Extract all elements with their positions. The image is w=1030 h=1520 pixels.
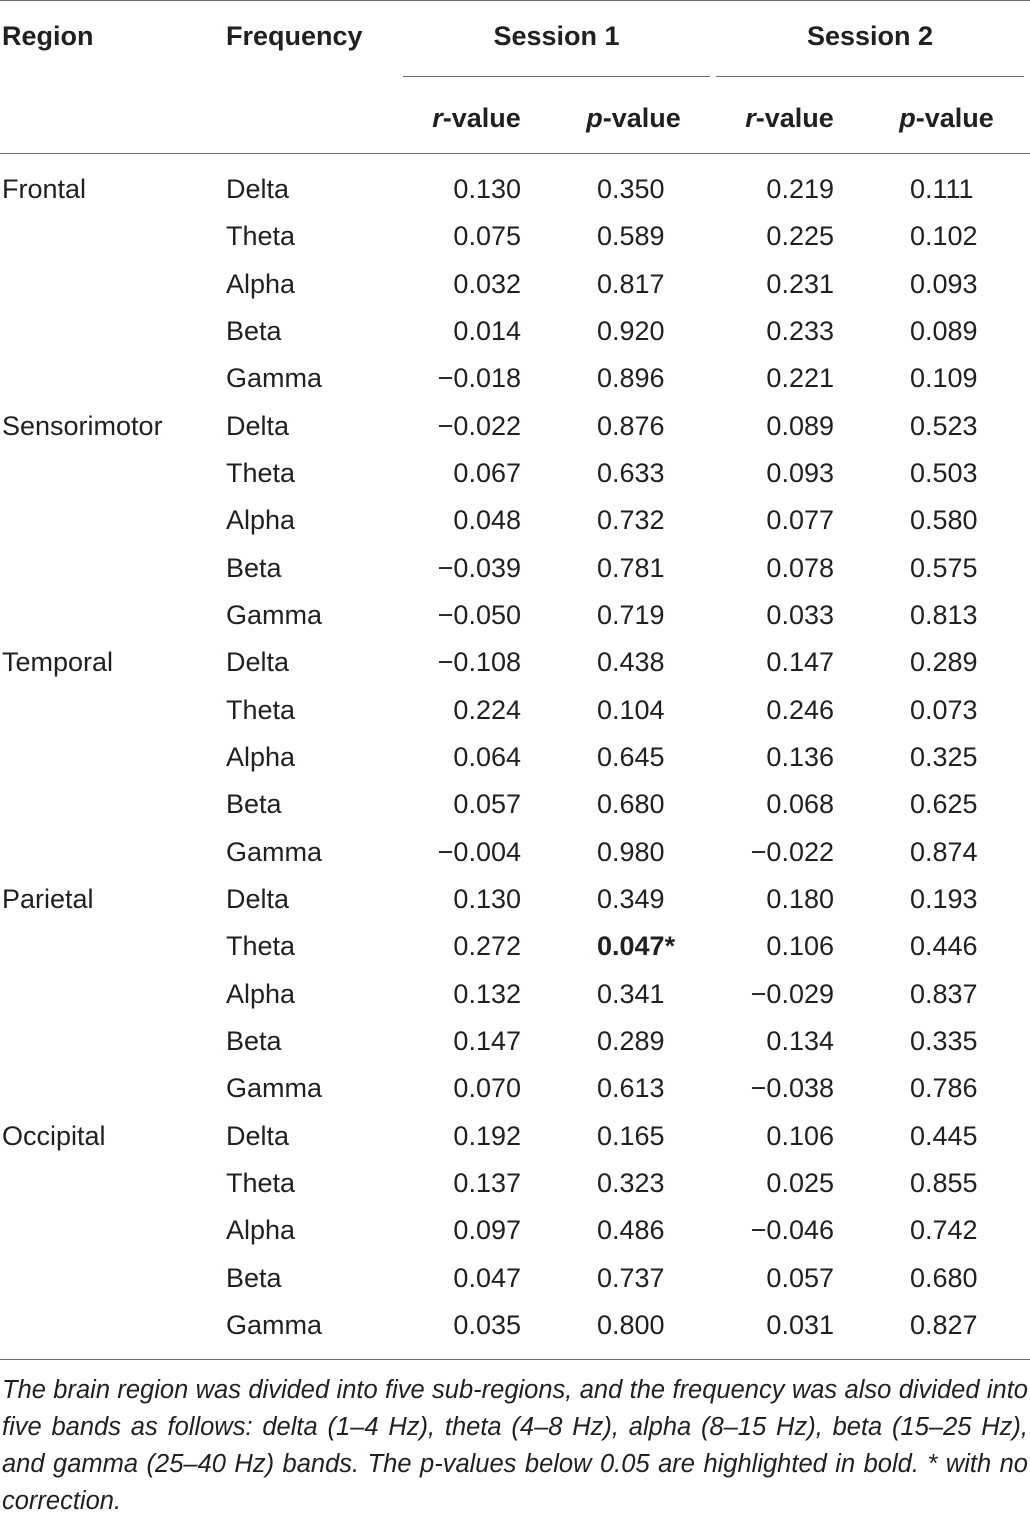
frequency-cell: Delta xyxy=(226,410,290,441)
session-2-r-value-cell: 0.031 xyxy=(766,1309,834,1340)
table-row xyxy=(0,836,1030,883)
session-2-p-value-cell: 0.445 xyxy=(910,1120,978,1151)
table-bottom-rule xyxy=(0,1359,1030,1360)
region-cell: Sensorimotor xyxy=(2,410,163,441)
frequency-cell: Theta xyxy=(226,1167,296,1198)
session-2-r-value-cell: 0.068 xyxy=(766,789,834,820)
session-2-r-value-cell: 0.136 xyxy=(766,741,834,772)
session-2-p-value-cell: 0.855 xyxy=(910,1167,978,1198)
table-row xyxy=(0,1262,1030,1309)
frequency-cell: Alpha xyxy=(226,1215,296,1246)
session-1-r-value-cell: 0.014 xyxy=(453,315,521,346)
frequency-cell: Beta xyxy=(226,1025,282,1056)
session-2-r-value-cell: −0.022 xyxy=(750,836,834,867)
session-1-p-value-cell: 0.486 xyxy=(597,1215,665,1246)
session-2-r-value-cell: 0.134 xyxy=(766,1025,834,1056)
session-1-r-value-cell: 0.147 xyxy=(453,1025,521,1056)
region-cell: Temporal xyxy=(2,647,114,678)
session-1-p-value-cell: 0.719 xyxy=(597,599,665,630)
session-2-p-value-cell: 0.093 xyxy=(910,268,978,299)
table-row xyxy=(0,599,1030,646)
frequency-cell: Delta xyxy=(226,883,290,914)
session-1-p-value-cell: 0.781 xyxy=(597,552,665,583)
frequency-cell: Beta xyxy=(226,552,282,583)
session-1-r-value-cell: 0.067 xyxy=(453,457,521,488)
frequency-cell: Beta xyxy=(226,789,282,820)
table-row xyxy=(0,268,1030,315)
frequency-cell: Gamma xyxy=(226,599,323,630)
session-2-r-value-cell: 0.077 xyxy=(766,505,834,536)
session-1-p-value-cell: 0.920 xyxy=(597,315,665,346)
session-1-r-value-cell: 0.035 xyxy=(453,1309,521,1340)
session-2-r-value-cell: 0.106 xyxy=(766,931,834,962)
session-1-group-rule xyxy=(403,76,710,77)
session-1-p-value-cell: 0.341 xyxy=(597,978,665,1009)
frequency-cell: Theta xyxy=(226,221,296,252)
session-1-p-value-cell: 0.817 xyxy=(597,268,665,299)
session-2-p-value-cell: 0.523 xyxy=(910,410,978,441)
header-frequency: Frequency xyxy=(226,21,363,51)
session-2-p-value-cell: 0.111 xyxy=(910,174,974,204)
session-2-r-value-cell: −0.046 xyxy=(750,1215,834,1246)
frequency-cell: Theta xyxy=(226,694,296,725)
frequency-cell: Gamma xyxy=(226,1073,323,1104)
frequency-cell: Alpha xyxy=(226,268,296,299)
frequency-cell: Gamma xyxy=(226,363,323,394)
session-2-p-value-cell: 0.837 xyxy=(910,978,978,1009)
session-2-p-value-cell: 0.625 xyxy=(910,789,978,820)
session-1-p-value-cell: 0.980 xyxy=(597,836,665,867)
header-p-value-session-2: p-value xyxy=(899,103,994,133)
session-1-r-value-cell: −0.018 xyxy=(437,363,521,394)
header-session-2: Session 2 xyxy=(806,21,934,51)
frequency-cell: Gamma xyxy=(226,836,323,867)
table-row xyxy=(0,741,1030,788)
session-1-p-value-cell: 0.896 xyxy=(597,363,665,394)
session-2-r-value-cell: −0.029 xyxy=(750,978,834,1009)
session-2-r-value-cell: 0.147 xyxy=(766,647,834,678)
table-row xyxy=(0,457,1030,504)
frequency-cell: Alpha xyxy=(226,741,296,772)
session-1-p-value-cell: 0.613 xyxy=(597,1073,665,1104)
session-2-r-value-cell: 0.225 xyxy=(766,221,834,252)
session-1-r-value-cell: 0.075 xyxy=(453,221,521,252)
session-2-r-value-cell: 0.033 xyxy=(766,599,834,630)
session-1-r-value-cell: 0.097 xyxy=(453,1215,521,1246)
session-2-r-value-cell: 0.221 xyxy=(766,363,834,394)
frequency-cell: Delta xyxy=(226,1120,290,1151)
session-1-p-value-cell: 0.645 xyxy=(597,741,665,772)
session-2-r-value-cell: 0.089 xyxy=(766,410,834,441)
region-cell: Frontal xyxy=(2,174,87,204)
session-2-p-value-cell: 0.580 xyxy=(910,505,978,536)
frequency-cell: Delta xyxy=(226,647,290,678)
session-1-p-value-cell: 0.876 xyxy=(597,410,665,441)
table-row xyxy=(0,362,1030,409)
session-1-p-value-cell: 0.350 xyxy=(597,174,665,204)
header-session-1: Session 1 xyxy=(493,21,620,51)
session-2-p-value-cell: 0.575 xyxy=(910,552,978,583)
session-2-p-value-cell: 0.786 xyxy=(910,1073,978,1104)
session-2-r-value-cell: 0.219 xyxy=(766,174,834,204)
header-r-value-session-2: r-value xyxy=(745,103,834,133)
session-2-p-value-cell: 0.742 xyxy=(910,1215,978,1246)
session-1-p-value-cell: 0.165 xyxy=(597,1120,665,1151)
session-2-p-value-cell: 0.813 xyxy=(910,599,978,630)
session-1-p-value-cell: 0.289 xyxy=(597,1025,665,1056)
session-1-r-value-cell: −0.022 xyxy=(437,410,521,441)
header-p-value-session-1: p-value xyxy=(586,103,681,133)
session-1-p-value-cell: 0.349 xyxy=(597,883,665,914)
table-row xyxy=(0,315,1030,362)
session-1-r-value-cell: 0.130 xyxy=(453,883,521,914)
header-region: Region xyxy=(2,21,94,51)
header-bottom-rule xyxy=(0,153,1030,154)
session-2-p-value-cell: 0.874 xyxy=(910,836,978,867)
session-1-p-value-cell: 0.323 xyxy=(597,1167,665,1198)
session-2-r-value-cell: 0.233 xyxy=(766,315,834,346)
header-r-value-session-1: r-value xyxy=(432,103,521,133)
session-2-r-value-cell: 0.078 xyxy=(766,552,834,583)
table-row xyxy=(0,1309,1030,1356)
table-row xyxy=(0,1120,1030,1167)
session-1-r-value-cell: 0.137 xyxy=(453,1167,521,1198)
session-2-r-value-cell: 0.180 xyxy=(766,883,834,914)
session-1-r-value-cell: 0.047 xyxy=(453,1262,521,1293)
frequency-cell: Alpha xyxy=(226,978,296,1009)
session-1-r-value-cell: 0.048 xyxy=(453,505,521,536)
session-2-p-value-cell: 0.089 xyxy=(910,315,978,346)
session-2-r-value-cell: 0.231 xyxy=(766,268,834,299)
table-row xyxy=(0,552,1030,599)
table-row xyxy=(0,930,1030,977)
session-1-p-value-cell: 0.633 xyxy=(597,457,665,488)
session-1-p-value-cell: 0.680 xyxy=(597,789,665,820)
table-row xyxy=(0,1025,1030,1072)
session-1-r-value-cell: −0.108 xyxy=(437,647,521,678)
table-top-rule xyxy=(0,0,1030,1)
table-row xyxy=(0,883,1030,930)
session-1-p-value-cell: 0.589 xyxy=(597,221,665,252)
table-row xyxy=(0,220,1030,267)
session-2-r-value-cell: 0.093 xyxy=(766,457,834,488)
table-row xyxy=(0,788,1030,835)
session-2-p-value-cell: 0.503 xyxy=(910,457,978,488)
frequency-cell: Beta xyxy=(226,1262,282,1293)
session-1-r-value-cell: −0.050 xyxy=(437,599,521,630)
session-2-p-value-cell: 0.193 xyxy=(910,883,978,914)
session-1-r-value-cell: 0.057 xyxy=(453,789,521,820)
region-cell: Parietal xyxy=(2,883,94,914)
session-1-r-value-cell: 0.130 xyxy=(453,174,521,204)
session-2-r-value-cell: 0.106 xyxy=(766,1120,834,1151)
table-row xyxy=(0,1072,1030,1119)
frequency-cell: Beta xyxy=(226,315,282,346)
region-cell: Occipital xyxy=(2,1120,106,1151)
session-2-p-value-cell: 0.827 xyxy=(910,1309,978,1340)
session-2-p-value-cell: 0.109 xyxy=(910,363,978,394)
table-row xyxy=(0,1167,1030,1214)
table-footnote: The brain region was divided into five sub-regions, and the frequency was also divided into five bands as follows: delta (1–4 Hz), theta (4–8 Hz), alpha (8–15 Hz), beta (15–25 Hz), and gamma (25–40 Hz) bands. The p-values below 0.05 are highlighted in bold. * with no correction. xyxy=(2,1376,1028,1515)
frequency-cell: Theta xyxy=(226,931,296,962)
session-2-p-value-cell: 0.289 xyxy=(910,647,978,678)
frequency-cell: Theta xyxy=(226,457,296,488)
session-1-p-value-cell: 0.800 xyxy=(597,1309,665,1340)
session-2-p-value-cell: 0.335 xyxy=(910,1025,978,1056)
session-1-r-value-cell: 0.272 xyxy=(453,931,521,962)
session-1-r-value-cell: 0.132 xyxy=(453,978,521,1009)
session-1-p-value-cell: 0.732 xyxy=(597,505,665,536)
session-1-r-value-cell: −0.004 xyxy=(437,836,521,867)
session-1-p-value-cell: 0.737 xyxy=(597,1262,665,1293)
frequency-cell: Delta xyxy=(226,174,290,204)
session-2-r-value-cell: 0.025 xyxy=(766,1167,834,1198)
session-2-p-value-cell: 0.446 xyxy=(910,931,978,962)
table-row xyxy=(0,173,1030,220)
frequency-cell: Alpha xyxy=(226,505,296,536)
session-1-r-value-cell: 0.064 xyxy=(453,741,521,772)
table-row xyxy=(0,646,1030,693)
session-1-r-value-cell: 0.032 xyxy=(453,268,521,299)
frequency-cell: Gamma xyxy=(226,1309,323,1340)
table-row xyxy=(0,694,1030,741)
session-2-r-value-cell: 0.057 xyxy=(766,1262,834,1293)
session-2-r-value-cell: −0.038 xyxy=(750,1073,834,1104)
table-row xyxy=(0,978,1030,1025)
session-2-p-value-cell: 0.073 xyxy=(910,694,978,725)
session-2-p-value-cell: 0.325 xyxy=(910,741,978,772)
session-1-p-value-cell: 0.047* xyxy=(597,931,676,962)
session-2-r-value-cell: 0.246 xyxy=(766,694,834,725)
session-1-p-value-cell: 0.438 xyxy=(597,647,665,678)
session-1-p-value-cell: 0.104 xyxy=(597,694,665,725)
session-2-group-rule xyxy=(716,76,1024,77)
session-2-p-value-cell: 0.102 xyxy=(910,221,978,252)
session-1-r-value-cell: 0.070 xyxy=(453,1073,521,1104)
session-1-r-value-cell: 0.224 xyxy=(453,694,521,725)
table-row xyxy=(0,410,1030,457)
session-1-r-value-cell: 0.192 xyxy=(453,1120,521,1151)
table-row xyxy=(0,1214,1030,1261)
session-2-p-value-cell: 0.680 xyxy=(910,1262,978,1293)
session-1-r-value-cell: −0.039 xyxy=(437,552,521,583)
table-row xyxy=(0,504,1030,551)
